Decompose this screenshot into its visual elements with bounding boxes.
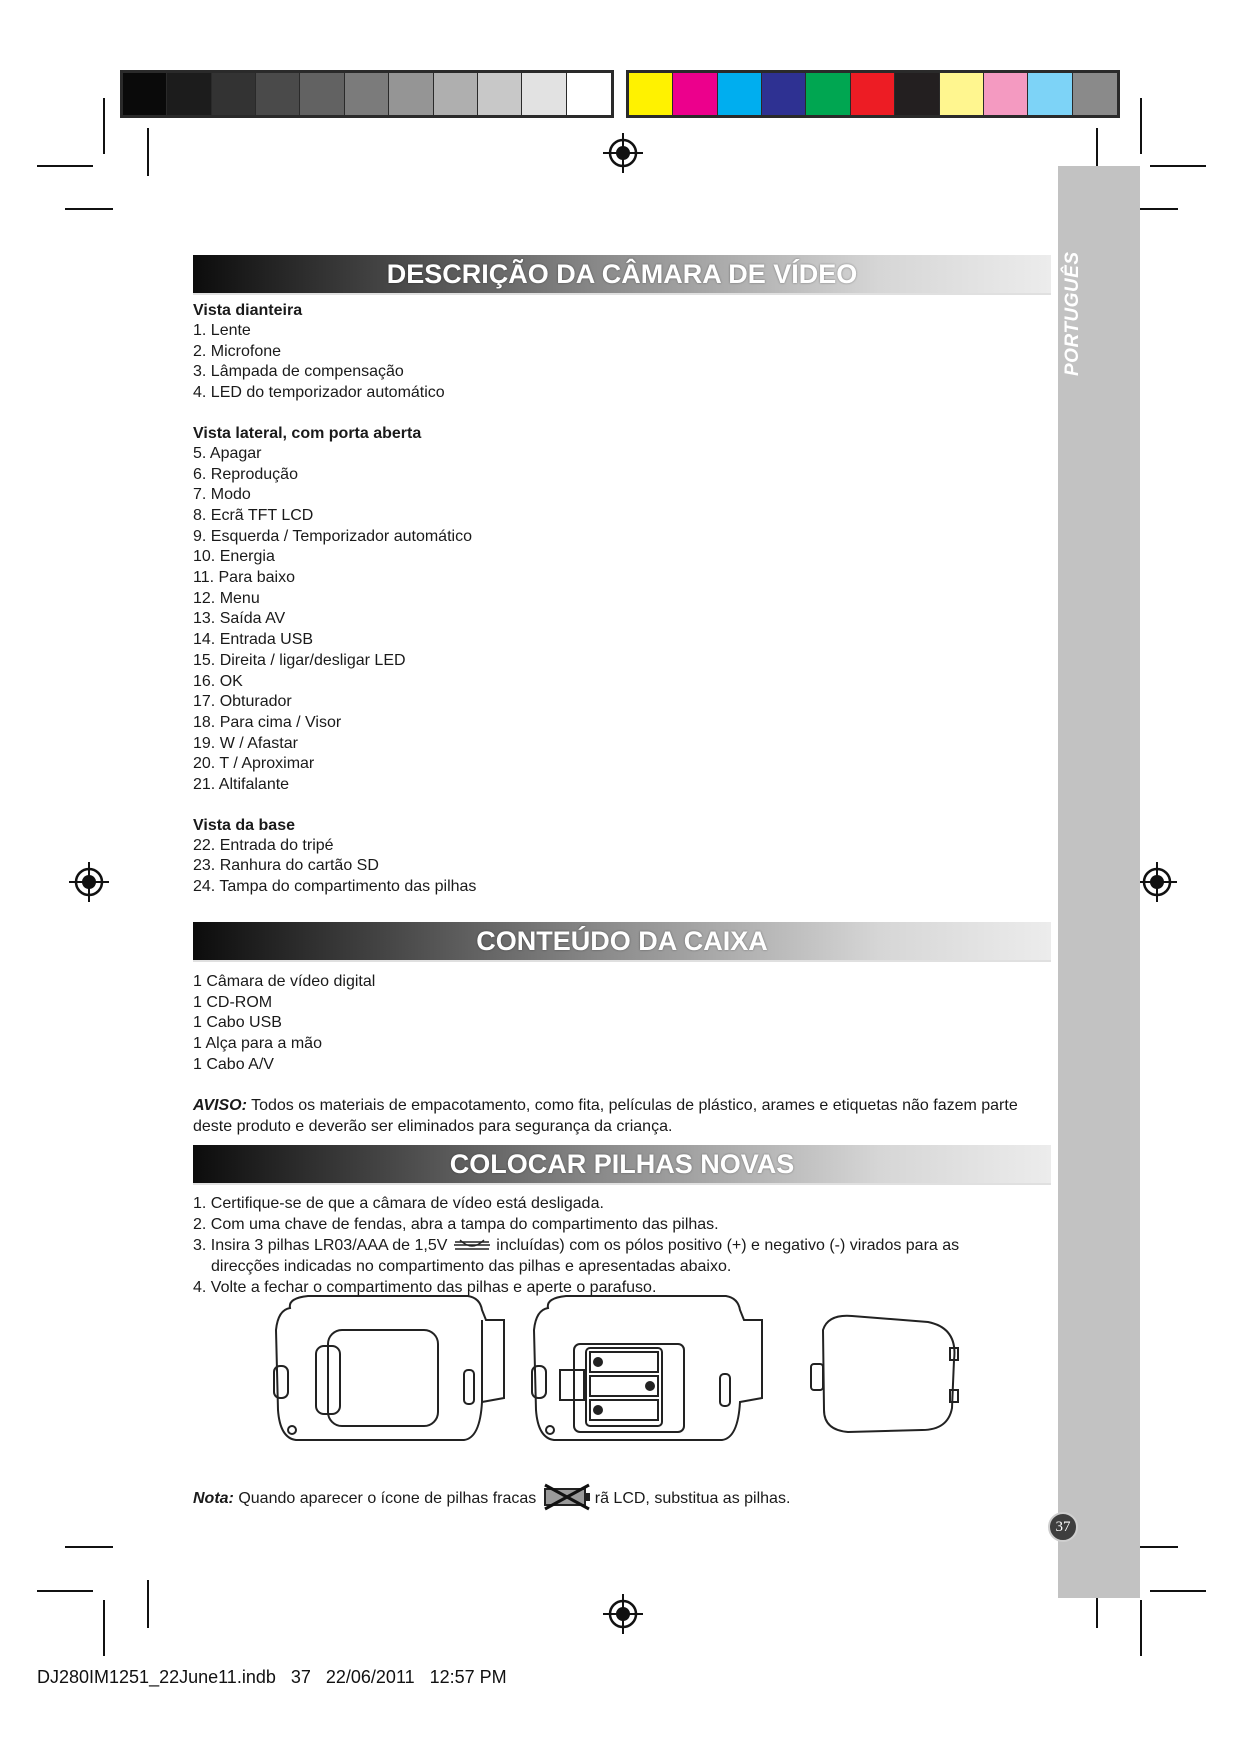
list-item: 23. Ranhura do cartão SD [193,857,379,875]
note-paragraph [193,1483,1051,1511]
list-item: 20. T / Aproximar [193,755,315,773]
list-item: 15. Direita / ligar/desligar LED [193,651,406,669]
list-item: 5. Apagar [193,444,262,462]
front-view-list [193,321,1051,404]
battery-door-icon [811,1316,958,1432]
color-calibration-bar [626,70,1120,118]
list-item: 4. Volte a fechar o compartimento das pilhas e aperte o parafuso. [193,1279,657,1297]
list-item: 6. Reprodução [193,465,298,483]
list-item: 24. Tampa do compartimento das pilhas [193,878,477,896]
list-item: 1 Cabo USB [193,1014,282,1032]
color-swatch [256,73,300,115]
registration-target-icon [69,862,109,902]
color-swatch [940,73,984,115]
color-swatch [851,73,895,115]
language-side-tab [1058,166,1140,1598]
list-item: 1 Câmara de vídeo digital [193,972,376,990]
registration-target-icon [603,133,643,173]
note-text-b: rã LCD, substitua as pilhas. [594,1490,791,1507]
color-swatch [629,73,673,115]
battery-steps-list [193,1193,1051,1298]
registration-target-icon [1137,862,1177,902]
color-swatch [984,73,1028,115]
list-item: 18. Para cima / Visor [193,713,342,731]
color-swatch [895,73,939,115]
color-swatch [389,73,433,115]
note-label: Nota: [193,1490,234,1507]
color-swatch [212,73,256,115]
list-item: 3. Lâmpada de compensação [193,363,404,381]
list-item: 19. W / Afastar [193,734,298,752]
registration-target-icon [603,1594,643,1634]
color-swatch [522,73,566,115]
grayscale-calibration-bar [120,70,614,118]
list-item [193,1235,1051,1277]
color-swatch [478,73,522,115]
color-swatch [806,73,850,115]
warning-text: Todos os materiais de empacotamento, como fita, películas de plástico, arames e etiquetas não fazem parte deste produto e deverão ser eliminados para segurança da criança. [193,1097,1018,1136]
print-slug-footer: DJ280IM1251_22June11.indb 37 22/06/2011 12:57 PM [37,1667,507,1687]
list-item: 1. Lente [193,322,251,339]
color-swatch [673,73,717,115]
subheading-front-view: Vista dianteira [193,302,303,319]
list-item: 1 Alça para a mão [193,1034,322,1052]
color-swatch [167,73,211,115]
color-swatch [434,73,478,115]
list-item: 22. Entrada do tripé [193,836,334,854]
list-item: 8. Ecrã TFT LCD [193,506,314,524]
list-item: 14. Entrada USB [193,631,314,649]
subheading-base-view: Vista da base [193,816,295,834]
box-contents-list [193,972,1051,1076]
color-swatch [567,73,611,115]
list-item: 17. Obturador [193,693,292,711]
step3-text-a: 3. Insira 3 pilhas LR03/AAA de 1,5V [193,1237,452,1255]
subheading-side-view: Vista lateral, com porta aberta [193,424,422,442]
list-item: 2. Com uma chave de fendas, abra a tampa do compartimento das pilhas. [193,1216,719,1234]
camera-open-icon [532,1296,762,1440]
list-item: 4. LED do temporizador automático [193,384,445,402]
section-banner-batteries [193,1145,1051,1185]
obscured-text-mark [452,1238,492,1252]
list-item: 2. Microfone [193,342,282,360]
step3-text-b: incluídas) com os pólos positivo (+) e negativo (-) virados para as [491,1237,960,1255]
list-item: 21. Altifalante [193,776,290,794]
list-item: 13. Saída AV [193,610,286,628]
color-swatch [300,73,344,115]
page-number: 37 [1048,1512,1078,1542]
side-view-list [193,444,1051,796]
section-title: COLOCAR PILHAS NOVAS [449,1149,795,1180]
base-view-list [193,836,1051,898]
list-item: 11. Para baixo [193,569,295,587]
color-swatch [1073,73,1117,115]
camera-closed-icon [274,1296,504,1440]
note-text-a: Quando aparecer o ícone de pilhas fracas [233,1490,541,1507]
list-item: 7. Modo [193,486,251,504]
list-item: 1 CD-ROM [193,993,273,1011]
list-item: 1 Cabo A/V [193,1055,274,1073]
low-battery-icon [541,1483,595,1511]
section-banner-description [193,255,1051,295]
warning-paragraph [193,1095,1051,1137]
battery-installation-illustration [268,1290,968,1480]
color-swatch [718,73,762,115]
list-item: 12. Menu [193,589,260,607]
color-swatch [762,73,806,115]
warning-label: AVISO: [193,1097,247,1115]
section-title: DESCRIÇÃO DA CÂMARA DE VÍDEO [386,259,858,289]
section-banner-contents [193,922,1051,962]
list-item: 16. OK [193,672,243,690]
color-swatch [123,73,167,115]
page-content [193,255,1051,1298]
step3-text-c: direcções indicadas no compartimento das pilhas e apresentadas abaixo. [211,1258,732,1276]
section-title: CONTEÚDO DA CAIXA [476,925,768,956]
color-swatch [1028,73,1072,115]
list-item: 10. Energia [193,548,275,566]
list-item: 1. Certifique-se de que a câmara de vídeo está desligada. [193,1195,604,1213]
language-tab-label: PORTUGUÊS [1062,251,1083,376]
color-swatch [345,73,389,115]
list-item: 9. Esquerda / Temporizador automático [193,527,472,545]
